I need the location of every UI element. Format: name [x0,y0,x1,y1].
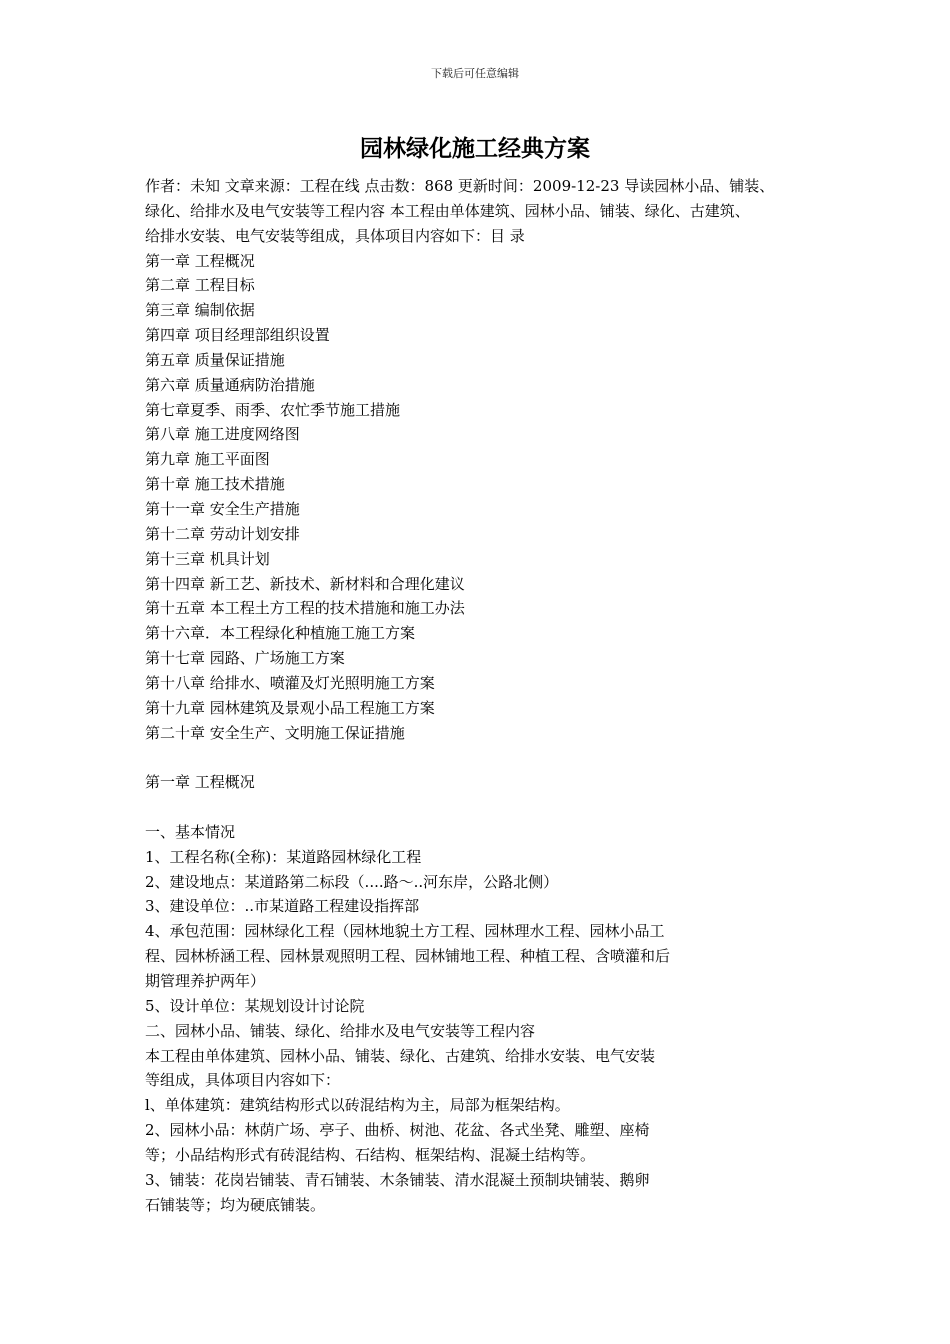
paragraph-line: 石铺装等；均为硬底铺装。 [145,1195,326,1214]
toc-item: 第十七章 园路、广场施工方案 [145,649,345,668]
toc-item: 第十章 施工技术措施 [145,475,285,494]
intro-line: 作者：未知 文章来源：工程在线 点击数：868 更新时间：2009-12-23 导读园林小品、铺装、 [145,177,775,195]
intro-line: 绿化、给排水及电气安装等工程内容 本工程由单体建筑、园林小品、铺装、绿化、古建筑、 [145,201,750,220]
toc-item: 第十九章 园林建筑及景观小品工程施工方案 [145,698,435,717]
blank-line [145,795,825,820]
paragraph-line: 期管理养护两年） [145,972,266,990]
paragraph-line: 3、建设单位：..市某道路工程建设指挥部 [145,897,420,916]
paragraph-line: 等；小品结构形式有砖混结构、石结构、框架结构、混凝土结构等。 [145,1145,596,1164]
document-body [145,174,825,1217]
chapter-heading: 第一章 工程概况 [145,773,255,792]
paragraph-line: l、单体建筑：建筑结构形式以砖混结构为主，局部为框架结构。 [145,1096,570,1115]
toc-item: 第十五章 本工程土方工程的技术措施和施工办法 [145,599,465,618]
paragraph-line: 2、园林小品：林荫广场、亭子、曲桥、树池、花盆、各式坐凳、雕塑、座椅 [145,1121,650,1140]
toc-item: 第十三章 机具计划 [145,549,270,568]
toc-item: 第十一章 安全生产措施 [145,499,300,518]
intro-line: 给排水安装、电气安装等组成，具体项目内容如下：目 录 [145,226,525,245]
toc-item: 第一章 工程概况 [145,251,255,270]
toc-item: 第六章 质量通病防治措施 [145,375,315,394]
section-heading: 二、园林小品、铺装、绿化、给排水及电气安装等工程内容 [145,1021,536,1040]
document-title: 园林绿化施工经典方案 [360,135,590,162]
section-heading: 一、基本情况 [145,822,236,841]
toc-item: 第五章 质量保证措施 [145,350,285,369]
toc-item: 第八章 施工进度网络图 [145,425,300,444]
toc-item: 第十八章 给排水、喷灌及灯光照明施工方案 [145,673,435,692]
toc-item: 第十二章 劳动计划安排 [145,524,300,543]
blank-line [145,745,825,770]
toc-item: 第九章 施工平面图 [145,450,270,469]
paragraph-line: 程、园林桥涵工程、园林景观照明工程、园林铺地工程、种植工程、含喷灌和后 [145,947,671,966]
toc-item: 第二章 工程目标 [145,276,255,295]
paragraph-line: 本工程由单体建筑、园林小品、铺装、绿化、古建筑、给排水安装、电气安装 [145,1046,656,1065]
paragraph-line: 1、工程名称(全称)：某道路园林绿化工程 [145,847,422,866]
paragraph-line: 2、建设地点：某道路第二标段（....路～..河东岸，公路北侧） [145,872,559,891]
paragraph-line: 4、承包范围：园林绿化工程（园林地貌土方工程、园林理水工程、园林小品工 [145,922,665,941]
paragraph-line: 5、设计单位：某规划设计讨论院 [145,996,365,1015]
toc-item: 第四章 项目经理部组织设置 [145,326,330,345]
paragraph-line: 等组成，具体项目内容如下： [145,1071,341,1090]
toc-item: 第十六章．本工程绿化种植施工施工方案 [145,624,416,643]
page-header: 下载后可任意编辑 [431,67,519,80]
toc-item: 第七章夏季、雨季、农忙季节施工措施 [145,400,401,419]
paragraph-line: 3、铺装：花岗岩铺装、青石铺装、木条铺装、清水混凝土预制块铺装、鹅卵 [145,1170,650,1189]
toc-item: 第二十章 安全生产、文明施工保证措施 [145,723,405,742]
toc-item: 第十四章 新工艺、新技术、新材料和合理化建议 [145,574,465,593]
toc-item: 第三章 编制依据 [145,301,255,320]
